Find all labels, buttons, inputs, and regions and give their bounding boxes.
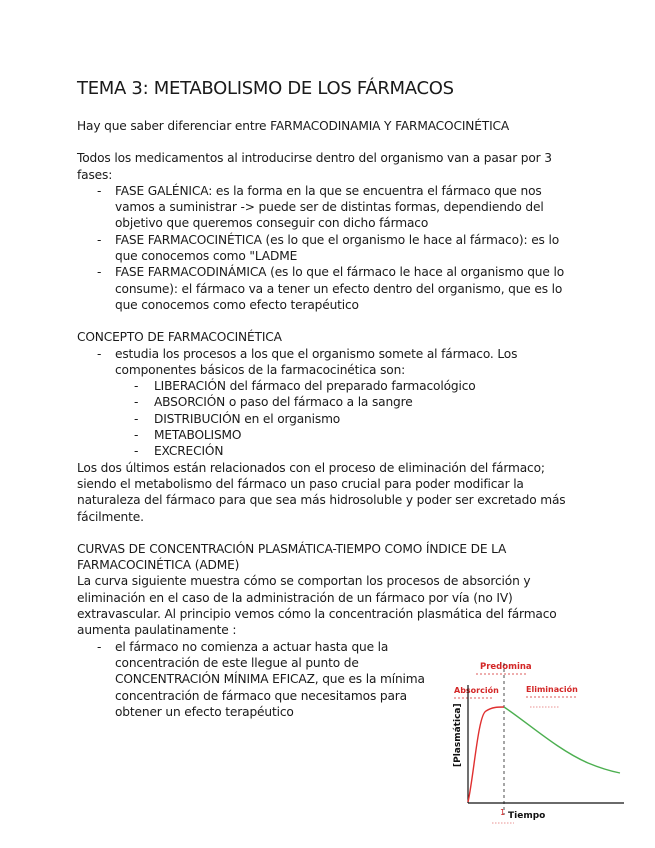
list-item: - FASE FARMACODINÁMICA (es lo que el fármaco le hace al organismo que lo consume): el fármaco va a tener un efecto dentro del organismo, que es lo que conocemos como efecto terapéutico [77, 264, 582, 313]
concentration-curve-graphic [448, 655, 628, 837]
list-item: - EXCRECIÓN [77, 443, 582, 459]
eliminacion-label: Eliminación [526, 685, 578, 694]
page-title: TEMA 3: METABOLISMO DE LOS FÁRMACOS [77, 78, 454, 99]
components-list [77, 378, 582, 459]
concentration-time-figure [448, 655, 628, 837]
peak-marker: 1 [500, 808, 506, 817]
list-item: - ABSORCIÓN o paso del fármaco a la sangre [77, 394, 582, 410]
phases-lead: Todos los medicamentos al introducirse dentro del organismo van a pasar por 3 fases: [77, 151, 552, 182]
concept-heading: CONCEPTO DE FARMACOCINÉTICA [77, 330, 282, 345]
curves-paragraph: La curva siguiente muestra cómo se comportan los procesos de absorción y eliminación en el caso de la administración de un fármaco por vía (no IV) extravascular. Al principio vemos cómo la concentración plasmática del fármaco aumenta paulatinamente : [77, 574, 557, 638]
curves-heading: CURVAS DE CONCENTRACIÓN PLASMÁTICA-TIEMPO COMO ÍNDICE DE LA FARMACOCINÉTICA (ADME) [77, 541, 507, 573]
concept-list [77, 346, 582, 379]
list-item: - DISTRIBUCIÓN en el organismo [77, 411, 582, 427]
concept-closing: Los dos últimos están relacionados con el proceso de eliminación del fármaco; siendo el metabolismo del fármaco un paso crucial para poder modificar la naturaleza del fármaco para que sea más hidrosoluble y poder ser excretado más fácilmente. [77, 460, 566, 524]
document-page [77, 78, 582, 720]
list-item: - FASE FARMACOCINÉTICA (es lo que el organismo le hace al fármaco): es lo que conocemos como "LADME [77, 232, 582, 265]
predomina-label: Predomina [480, 662, 532, 672]
list-item: - estudia los procesos a los que el organismo somete al fármaco. Los componentes básicos de la farmacocinética son: [77, 346, 582, 379]
x-axis-label: Tiempo [508, 811, 546, 821]
absorption-curve [468, 707, 504, 802]
intro-text: Hay que saber diferenciar entre FARMACODINAMIA Y FARMACOCINÉTICA [77, 119, 510, 133]
y-axis-label: [Plasmática] [453, 703, 463, 767]
list-item: - FASE GALÉNICA: es la forma en la que se encuentra el fármaco que nos vamos a suministrar -> puede ser de distintas formas, dependiendo del objetivo que queremos conseguir con dicho fármaco [77, 183, 582, 232]
phases-list [77, 183, 582, 313]
curves-list [77, 639, 432, 720]
list-item: - METABOLISMO [77, 427, 582, 443]
elimination-curve [504, 707, 620, 773]
list-item: - el fármaco no comienza a actuar hasta que la concentración de este llegue al punto de CONCENTRACIÓN MÍNIMA EFICAZ, que es la mínima concentración de fármaco que necesitamos para obtener un efecto terapéutico [77, 639, 432, 720]
list-item: - LIBERACIÓN del fármaco del preparado farmacológico [77, 378, 582, 394]
absorcion-label: Absorción [454, 686, 499, 695]
